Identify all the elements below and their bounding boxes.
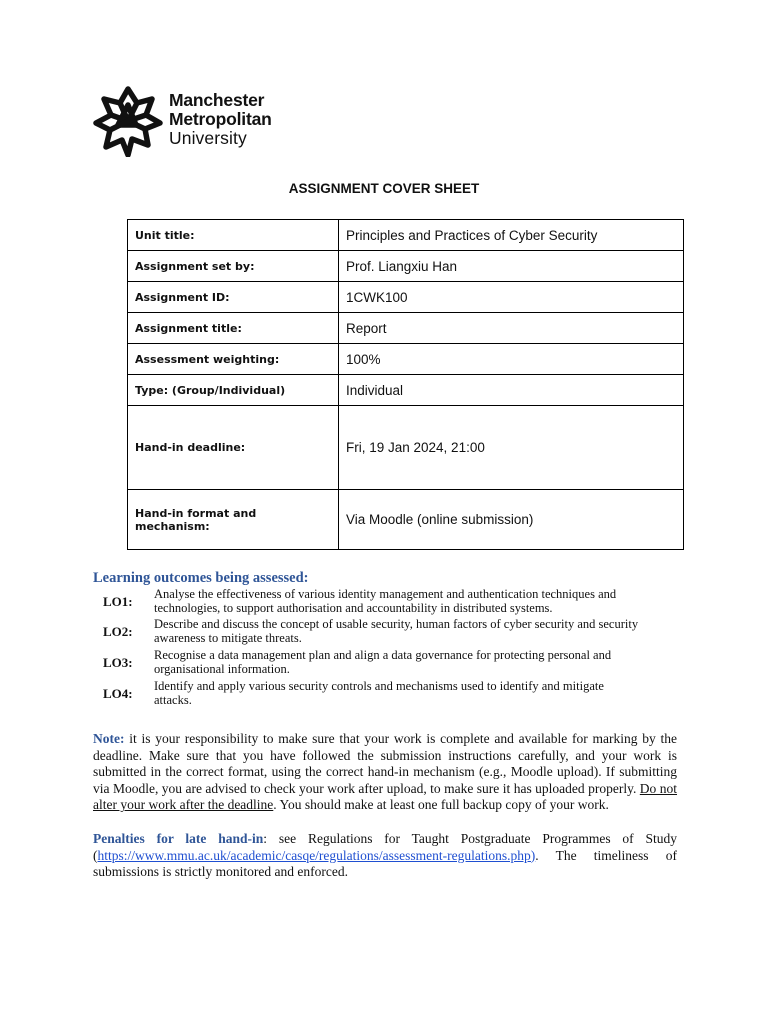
note-text-end: . You should make at least one full backup copy of your work. — [273, 797, 609, 813]
row-value: Fri, 19 Jan 2024, 21:00 — [339, 406, 684, 490]
row-value: Via Moodle (online submission) — [339, 490, 684, 550]
logo-line-1: Manchester — [169, 90, 265, 110]
outcome-text-line: organisational information. — [154, 662, 290, 676]
table-row — [128, 490, 684, 550]
row-label: Type: (Group/Individual) — [128, 375, 339, 406]
regulations-link[interactable]: https://www.mmu.ac.uk/academic/casqe/regulations/assessment-regulations.php) — [97, 847, 536, 863]
penalties-text-end: . The timeliness of submissions is strictly monitored and enforced. — [93, 847, 677, 880]
university-logo — [92, 85, 302, 159]
note-paragraph — [93, 731, 677, 814]
row-label: Assignment ID: — [128, 282, 339, 313]
note-label: Note: — [93, 731, 125, 746]
penalties-label: Penalties for late hand-in — [93, 831, 264, 846]
row-label: Hand-in format and mechanism: — [128, 490, 339, 550]
learning-outcomes-heading: Learning outcomes being assessed: — [93, 570, 309, 586]
penalties-text: : see Regulations for Taught Postgraduate Programmes of Study ( — [93, 831, 678, 863]
outcome-key: LO4: — [103, 686, 133, 701]
penalties-paragraph — [93, 831, 677, 881]
mmu-crest-icon — [92, 85, 164, 157]
table-row — [128, 344, 684, 375]
assignment-info-table — [127, 219, 684, 550]
outcome-text-line: Recognise a data management plan and align a data governance for protecting personal and — [154, 648, 612, 662]
row-value: Principles and Practices of Cyber Security — [339, 220, 684, 251]
row-label: Hand-in deadline: — [128, 406, 339, 490]
row-label: Assignment set by: — [128, 251, 339, 282]
row-label: Unit title: — [128, 220, 339, 251]
outcome-text-line: technologies, to support authorisation and accountability in distributed systems. — [154, 601, 553, 615]
row-label: Assignment title: — [128, 313, 339, 344]
outcome-key: LO2: — [103, 624, 133, 639]
table-row — [128, 251, 684, 282]
note-underlined-text: Do not alter your work after the deadline — [93, 780, 678, 813]
outcome-text-line: awareness to mitigate threats. — [154, 631, 302, 645]
outcome-text-line: attacks. — [154, 693, 192, 707]
page-title: ASSIGNMENT COVER SHEET — [288, 181, 480, 196]
logo-line-3: University — [169, 128, 247, 148]
note-text: it is your responsibility to make sure that your work is complete and available for marking by the deadline. Make sure that you have followed the submission instructions carefully, and your work is submitted in the correct format, using the correct hand-in mechanism (e.g., Moodle upload). If submitting via Moodle, you are advised to check your work after upload, to make sure it has uploaded properly. — [93, 731, 677, 796]
table-row — [128, 282, 684, 313]
row-value: Report — [339, 313, 684, 344]
row-value: 1CWK100 — [339, 282, 684, 313]
outcome-key: LO3: — [103, 655, 133, 670]
logo-line-2: Metropolitan — [169, 109, 272, 129]
row-value: Prof. Liangxiu Han — [339, 251, 684, 282]
outcome-text-line: Identify and apply various security controls and mechanisms used to identify and mitigate — [154, 679, 604, 693]
table-row — [128, 220, 684, 251]
outcome-text-line: Analyse the effectiveness of various identity management and authentication techniques and — [154, 587, 617, 601]
row-value: Individual — [339, 375, 684, 406]
row-label: Assessment weighting: — [128, 344, 339, 375]
outcome-text-line: Describe and discuss the concept of usable security, human factors of cyber security and security — [154, 617, 639, 631]
table-row — [128, 375, 684, 406]
outcome-key: LO1: — [103, 594, 133, 609]
row-value: 100% — [339, 344, 684, 375]
table-row — [128, 406, 684, 490]
table-row — [128, 313, 684, 344]
